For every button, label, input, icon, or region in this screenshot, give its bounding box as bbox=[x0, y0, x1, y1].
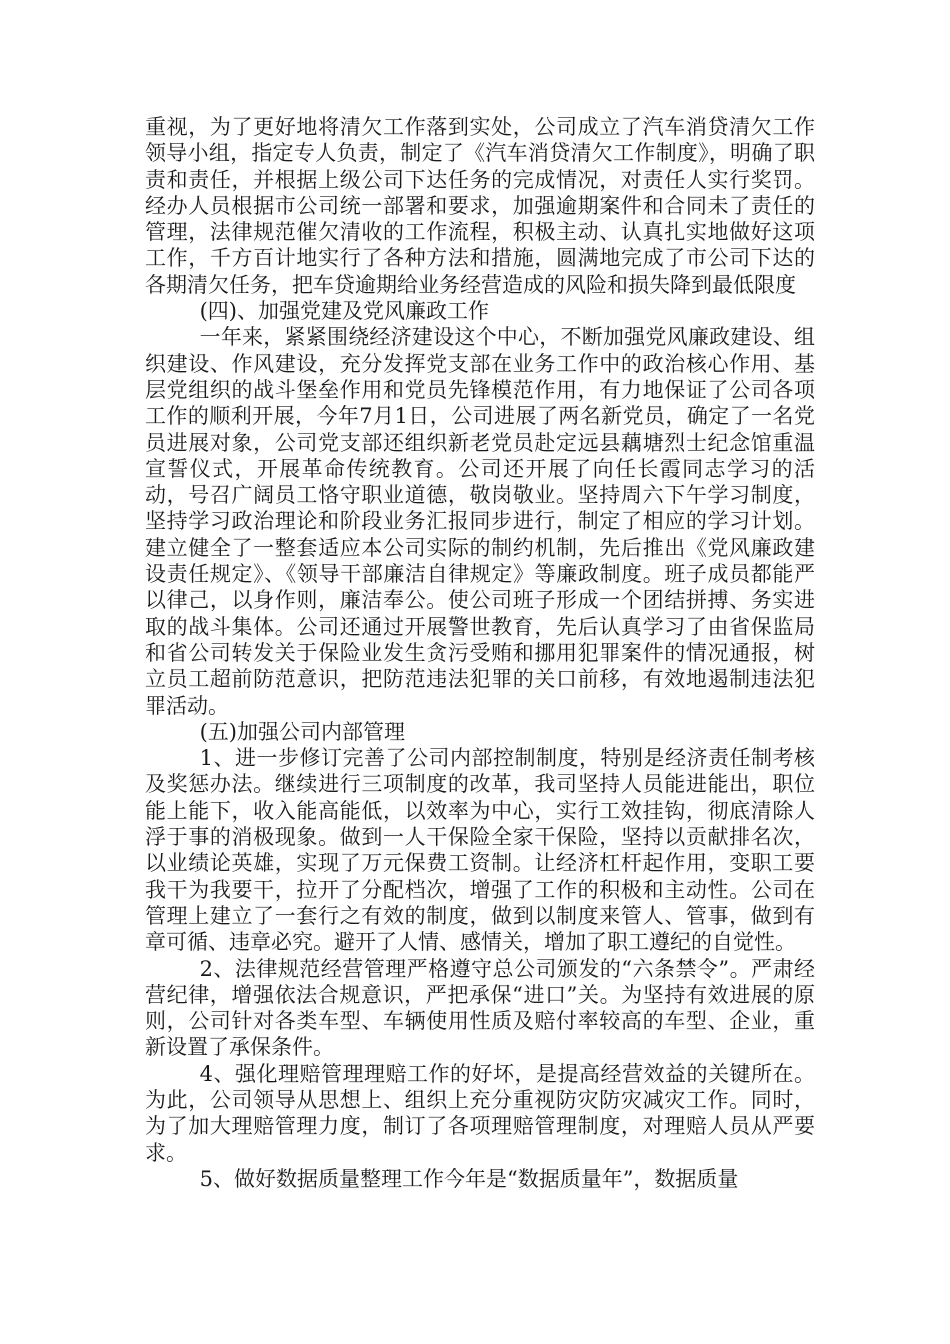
paragraph-claims-management: 4、强化理赔管理理赔工作的好坏，是提高经营效益的关键所在。为此，公司领导从思想上、组织上充分重视防灾防灾减灾工作。同时，为了加大理赔管理力度，制订了各项理赔管理制度，对理赔人员从严要求。 bbox=[145, 1061, 815, 1165]
paragraph-party-building: 一年来，紧紧围绕经济建设这个中心，不断加强党风廉政建设、组织建设、作风建设，充分发挥党支部在业务工作中的政治核心作用、基层党组织的战斗堡垒作用和党员先锋模范作用，有力地保证了公司各项工作的顺利开展，今年7月1日，公司进展了两名新党员，确定了一名党员进展对象，公司党支部还组织新老党员赴定远县藕塘烈士纪念馆重温宣誓仪式，开展革命传统教育。公司还开展了向任长霞同志学习的活动，号召广阔员工恪守职业道德，敬岗敬业。坚持周六下午学习制度，坚持学习政治理论和阶段业务汇报同步进行，制定了相应的学习计划。建立健全了一整套适应本公司实际的制约机制，先后推出《党风廉政建设责任规定》、《领导干部廉洁自律规定》等廉政制度。班子成员都能严以律己，以身作则，廉洁奉公。使公司班子形成一个团结拼搏、务实进取的战斗集体。公司还通过开展警世教育，先后认真学习了由省保监局和省公司转发关于保险业发生贪污受贿和挪用犯罪案件的情况通报，树立员工超前防范意识，把防范违法犯罪的关口前移，有效地遏制违法犯罪活动。 bbox=[145, 325, 815, 718]
paragraph-debt-collection: 重视，为了更好地将清欠工作落到实处，公司成立了汽车消贷清欠工作领导小组，指定专人负责，制定了《汽车消贷清欠工作制度》，明确了职责和责任，并根据上级公司下达任务的完成情况，对责任人实行奖罚。经办人员根据市公司统一部署和要求，加强逾期案件和合同未了责任的管理，法律规范催欠清收的工作流程，积极主动、认真扎实地做好这项工作，千方百计地实行了各种方法和措施，圆满地完成了市公司下达的各期清欠任务，把车贷逾期给业务经营造成的风险和损失降到最低限度 bbox=[145, 115, 815, 297]
paragraph-compliance: 2、法律规范经营管理严格遵守总公司颁发的“六条禁令”。严肃经营纪律，增强依法合规意识，严把承保“进口”关。为坚持有效进展的原则，公司针对各类车型、车辆使用性质及赔付率较高的车型、企业，重新设置了承保条件。 bbox=[145, 956, 815, 1060]
paragraph-data-quality: 5、做好数据质量整理工作今年是“数据质量年”，数据质量 bbox=[199, 1166, 739, 1191]
paragraph-internal-control: 1、进一步修订完善了公司内部控制制度，特别是经济责任制考核及奖惩办法。继续进行三项制度的改革，我司坚持人员能进能出，职位能上能下，收入能高能低，以效率为中心，实行工效挂钩，彻底清除人浮于事的消极现象。做到一人干保险全家干保险，坚持以贡献排名次，以业绩论英雄，实现了万元保费工资制。让经济杠杆起作用，变职工要我干为我要干，拉开了分配档次，增强了工作的积极和主动性。公司在管理上建立了一套行之有效的制度，做到以制度来管人、管事，做到有章可循、违章必究。避开了人情、感情关，增加了职工遵纪的自觉性。 bbox=[145, 746, 815, 955]
section-heading-party-building: (四)、加强党建及党风廉政工作 bbox=[199, 299, 489, 324]
section-heading-internal-management: (五)加强公司内部管理 bbox=[199, 719, 405, 744]
document-body bbox=[145, 114, 815, 1192]
